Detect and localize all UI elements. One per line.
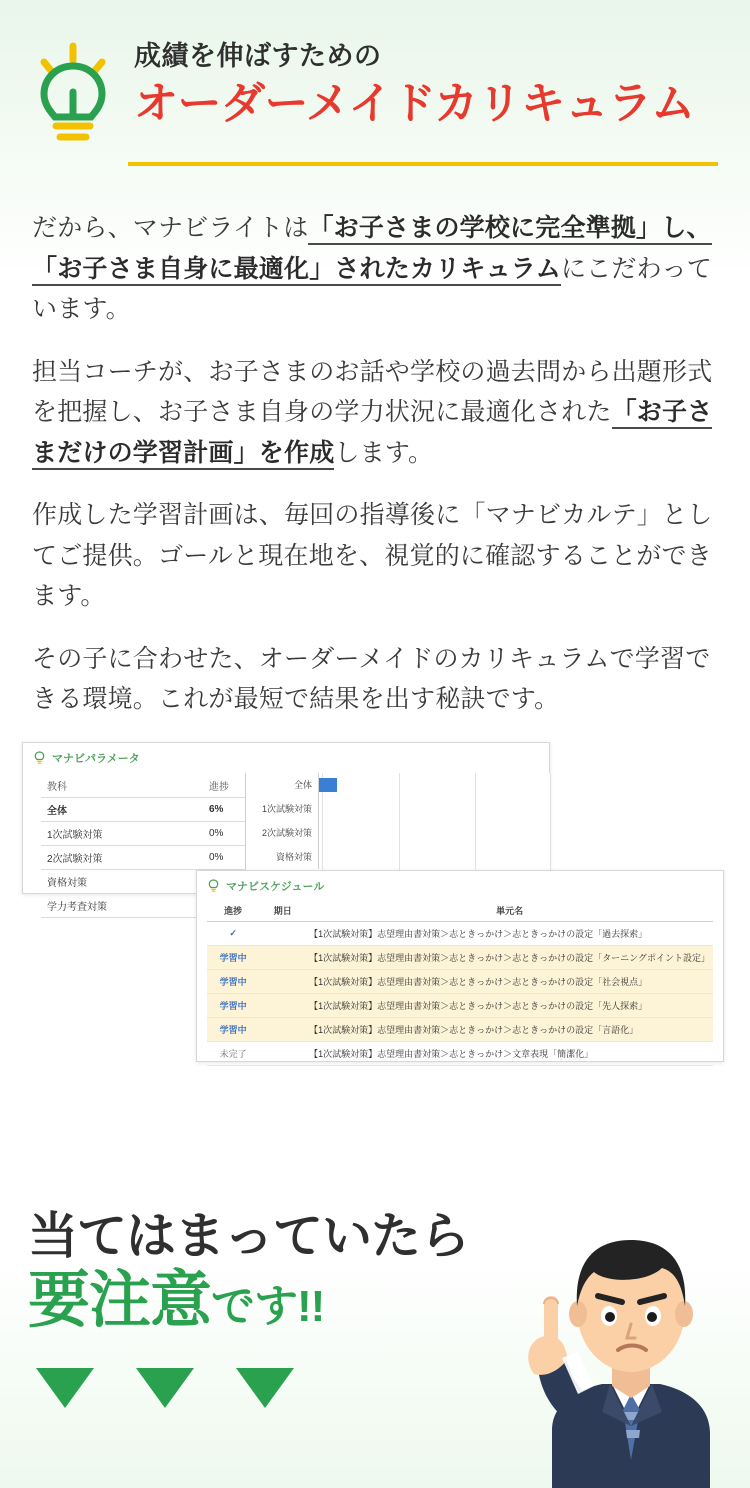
card-title-parameter (23, 743, 549, 772)
cell-subject: 学力考査対策 (41, 893, 203, 917)
cell-date (259, 993, 306, 1017)
manabi-schedule-card (196, 870, 724, 1062)
chart-row (246, 821, 551, 845)
column-header-date: 期日 (259, 900, 306, 922)
pointing-man-illustration (490, 1198, 750, 1488)
paragraph (32, 495, 718, 617)
chart-label: 2次試験対策 (261, 828, 312, 838)
cell-unit: 【1次試験対策】志望理由書対策＞志ときっかけ＞文章表現「簡潔化」 (306, 1041, 713, 1065)
cell-status: 学習中 (207, 969, 259, 993)
cta-emphasis: 要注意 (28, 1266, 212, 1335)
cell-progress: 0% (203, 821, 273, 845)
text-plain: その子に合わせた、オーダーメイドのカリキュラムで学習できる環境。これが最短で結果を出す秘訣です。 (32, 644, 711, 713)
schedule-table (207, 900, 713, 1066)
cell-date (259, 969, 306, 993)
card-title-text: マナビパラメータ (52, 752, 140, 765)
app-screenshots (0, 742, 750, 1072)
cell-date (259, 1017, 306, 1041)
arrow-group (36, 1368, 294, 1408)
table-row[interactable] (207, 1017, 713, 1041)
cell-subject: 全体 (41, 797, 203, 821)
table-row[interactable] (207, 1041, 713, 1065)
cta-suffix: です!! (211, 1282, 325, 1331)
text-plain: します。 (334, 438, 434, 467)
cta-line-2 (28, 1268, 469, 1333)
text-plain: 担当コーチが、お子さまのお話や学校の過去問から出題形式を把握し、お子さま自身の学力状況に最適化された (32, 357, 713, 426)
table-row[interactable] (207, 993, 713, 1017)
table-header-row (207, 900, 713, 922)
text-plain: 作成した学習計画は、毎回の指導後に「マナビカルテ」としてご提供。ゴールと現在地を、視覚的に確認することができます。 (32, 501, 713, 610)
cell-unit: 【1次試験対策】志望理由書対策＞志ときっかけ＞志ときっかけの設定「言語化」 (306, 1017, 713, 1041)
cell-date (259, 921, 306, 945)
column-header-status: 進捗 (207, 900, 259, 922)
chart-label: 1次試験対策 (261, 804, 312, 814)
chart-track (318, 773, 551, 797)
cell-unit: 【1次試験対策】志望理由書対策＞志ときっかけ＞志ときっかけの設定「ターニングポイント設定」 (306, 945, 713, 969)
cell-date (259, 1041, 306, 1065)
down-arrow-icon (236, 1368, 294, 1408)
chart-row (246, 797, 551, 821)
paragraph (32, 639, 718, 720)
down-arrow-icon (36, 1368, 94, 1408)
table-header-row (41, 774, 273, 798)
cell-status: 学習中 (207, 1017, 259, 1041)
cell-status: 学習中 (207, 993, 259, 1017)
cell-status: 未完了 (207, 1041, 259, 1065)
table-row[interactable] (41, 821, 273, 845)
chart-bar (319, 778, 337, 792)
chart-track (318, 797, 551, 821)
card-title-schedule (197, 871, 723, 900)
header-subtitle: 成績を伸ばすための (134, 41, 382, 71)
header (0, 0, 750, 180)
down-arrow-icon (136, 1368, 194, 1408)
cell-status: 学習中 (207, 945, 259, 969)
table-row[interactable] (207, 945, 713, 969)
cta-text (28, 1208, 469, 1333)
card-title-text: マナビスケジュール (226, 880, 325, 893)
column-header-unit: 単元名 (306, 900, 713, 922)
cell-unit: 【1次試験対策】志望理由書対策＞志ときっかけ＞志ときっかけの設定「社会視点」 (306, 969, 713, 993)
chart-track (318, 845, 551, 869)
cta-line-1: 当てはまっていたら (28, 1208, 469, 1264)
cell-subject: 1次試験対策 (41, 821, 203, 845)
table-row[interactable] (41, 797, 273, 821)
cell-unit: 【1次試験対策】志望理由書対策＞志ときっかけ＞志ときっかけの設定「先人探索」 (306, 993, 713, 1017)
paragraph (32, 352, 718, 474)
page-title: オーダーメイドカリキュラム (134, 79, 695, 129)
text-emphasis: 「お子さまの学校に完全準拠」し、「お子さま自身に最適化」されたカリキュラム (32, 214, 712, 286)
header-underline (128, 162, 718, 166)
chart-label: 全体 (293, 780, 312, 790)
text-emphasis: 「お子さまだけの学習計画」を作成 (32, 398, 712, 470)
cell-subject: 2次試験対策 (41, 845, 203, 869)
chart-track (318, 821, 551, 845)
bottom-cta-section (0, 1198, 750, 1488)
chart-row (246, 773, 551, 797)
cell-unit: 【1次試験対策】志望理由書対策＞志ときっかけ＞志ときっかけの設定「過去探索」 (306, 921, 713, 945)
lightbulb-icon (33, 750, 46, 765)
lightbulb-icon (207, 878, 220, 893)
column-header-progress: 進捗 (203, 774, 273, 798)
cell-status: ✓ (207, 921, 259, 945)
table-row[interactable] (41, 845, 273, 869)
chart-row (246, 845, 551, 869)
paragraph (32, 208, 718, 330)
table-row[interactable] (207, 921, 713, 945)
table-row[interactable] (207, 969, 713, 993)
cell-subject: 資格対策 (41, 869, 203, 893)
lightbulb-icon (30, 40, 116, 144)
cell-date (259, 945, 306, 969)
cell-progress: 6% (203, 797, 273, 821)
text-plain: にこだわっています。 (32, 254, 712, 323)
column-header-subject: 教科 (41, 774, 203, 798)
body-copy (0, 180, 750, 720)
cell-progress: 0% (203, 845, 273, 869)
text-plain: だから、マナビライトは (32, 214, 309, 242)
chart-label: 資格対策 (275, 852, 312, 862)
